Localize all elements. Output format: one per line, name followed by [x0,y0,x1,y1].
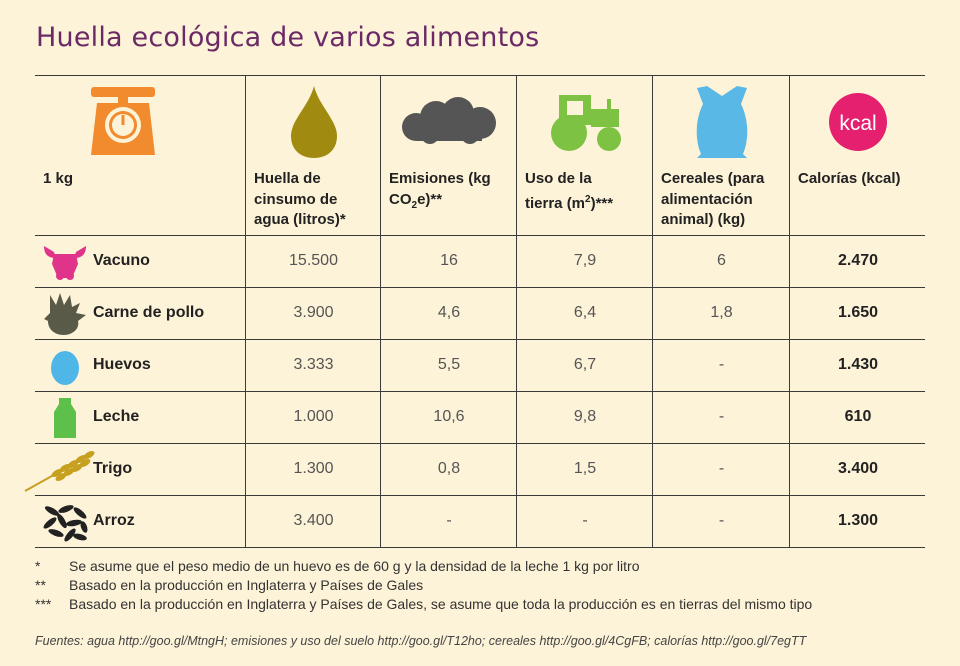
food-footprint-table [35,75,925,548]
chicken-icon [37,288,93,339]
table-cell: - [582,512,588,529]
table-cell: 3.333 [293,356,334,373]
table-cell: - [718,356,725,373]
footnote: *** Basado en la producción en Inglaterra y Países de Gales, se asume que toda la producción es en tierras del mismo tipo [35,596,813,612]
egg-icon [37,340,93,391]
food-label: Arroz [93,512,135,529]
rice-icon [37,496,93,547]
footnote: * Se asume que el peso medio de un huevo es de 60 g y la densidad de la leche 1 kg por litro [35,558,640,574]
table-row [35,340,925,392]
sources-note: Fuentes: agua http://goo.gl/MtngH; emisiones y uso del suelo http://goo.gl/T12ho; cereales http://goo.gl/4CgFB; calorías http://goo.gl/7egTT [35,634,807,648]
svg-text:kcal: kcal [839,112,877,135]
page-title: Huella ecológica de varios alimentos [36,22,540,53]
table-cell: 6 [717,252,726,269]
sack-icon [653,84,790,160]
table-row [35,236,925,288]
table-cell: 10,6 [433,408,465,425]
tractor-icon [517,84,653,160]
table-cell: 3.400 [837,460,879,477]
header-cell-unit [35,76,245,235]
table-cell: 1.650 [837,304,879,321]
table-cell: 5,5 [437,356,461,373]
cloud-icon [381,84,517,160]
food-label: Carne de pollo [93,304,205,321]
header-cell-calories [789,76,926,235]
table-row [35,444,925,496]
table-cell: 7,9 [573,252,597,269]
header-cereals-label: Cereales (para alimentación animal) (kg) [661,170,765,228]
header-cell-land [516,76,653,235]
table-cell: - [718,512,725,529]
table-cell: 0,8 [437,460,461,477]
table-cell: 1.000 [293,408,334,425]
table-cell: 3.400 [293,512,334,529]
table-cell: 2.470 [837,252,879,269]
table-cell: - [718,408,725,425]
header-land-label: Uso de la tierra $(m^2)***$ [525,170,614,212]
table-row [35,288,925,340]
header-emissions-label: Emisiones (kg $CO_2e)**$ [389,170,491,211]
table-header-row [35,76,925,236]
header-unit-label: 1 kg [43,170,74,187]
header-water-label: Huella de cinsumo de agua (litros)* [254,170,346,228]
table-cell: 6,4 [573,304,597,321]
table-cell: 4,6 [437,304,461,321]
food-label: Trigo [93,460,133,477]
table-cell: 1.430 [837,356,879,373]
table-cell: 6,7 [573,356,597,373]
header-calories-label: Calorías (kcal) [798,170,901,187]
water-drop-icon [246,84,381,160]
table-cell: 1.300 [293,460,334,477]
table-cell: 610 [844,408,872,425]
table-cell: 1,8 [710,304,733,321]
milk-icon [37,392,93,443]
table-cell: - [446,512,452,529]
header-cell-emissions [380,76,517,235]
kcal-icon [790,84,926,160]
footnote: ** Basado en la producción en Inglaterra y Países de Gales [35,577,424,593]
scale-icon [35,84,245,160]
beef-icon [37,236,93,287]
table-cell: 9,8 [573,408,597,425]
wheat-icon [23,444,97,495]
food-label: Huevos [93,356,151,373]
table-cell: 16 [440,252,458,269]
table-row [35,392,925,444]
header-cell-water [245,76,381,235]
table-cell: 1,5 [573,460,597,477]
table-cell: 1.300 [837,512,879,529]
header-cell-cereals [652,76,790,235]
table-cell: 15.500 [289,252,338,269]
table-cell: 3.900 [293,304,334,321]
food-label: Leche [93,408,140,425]
table-cell: - [718,460,725,477]
food-label: Vacuno [93,252,150,269]
table-row [35,496,925,548]
